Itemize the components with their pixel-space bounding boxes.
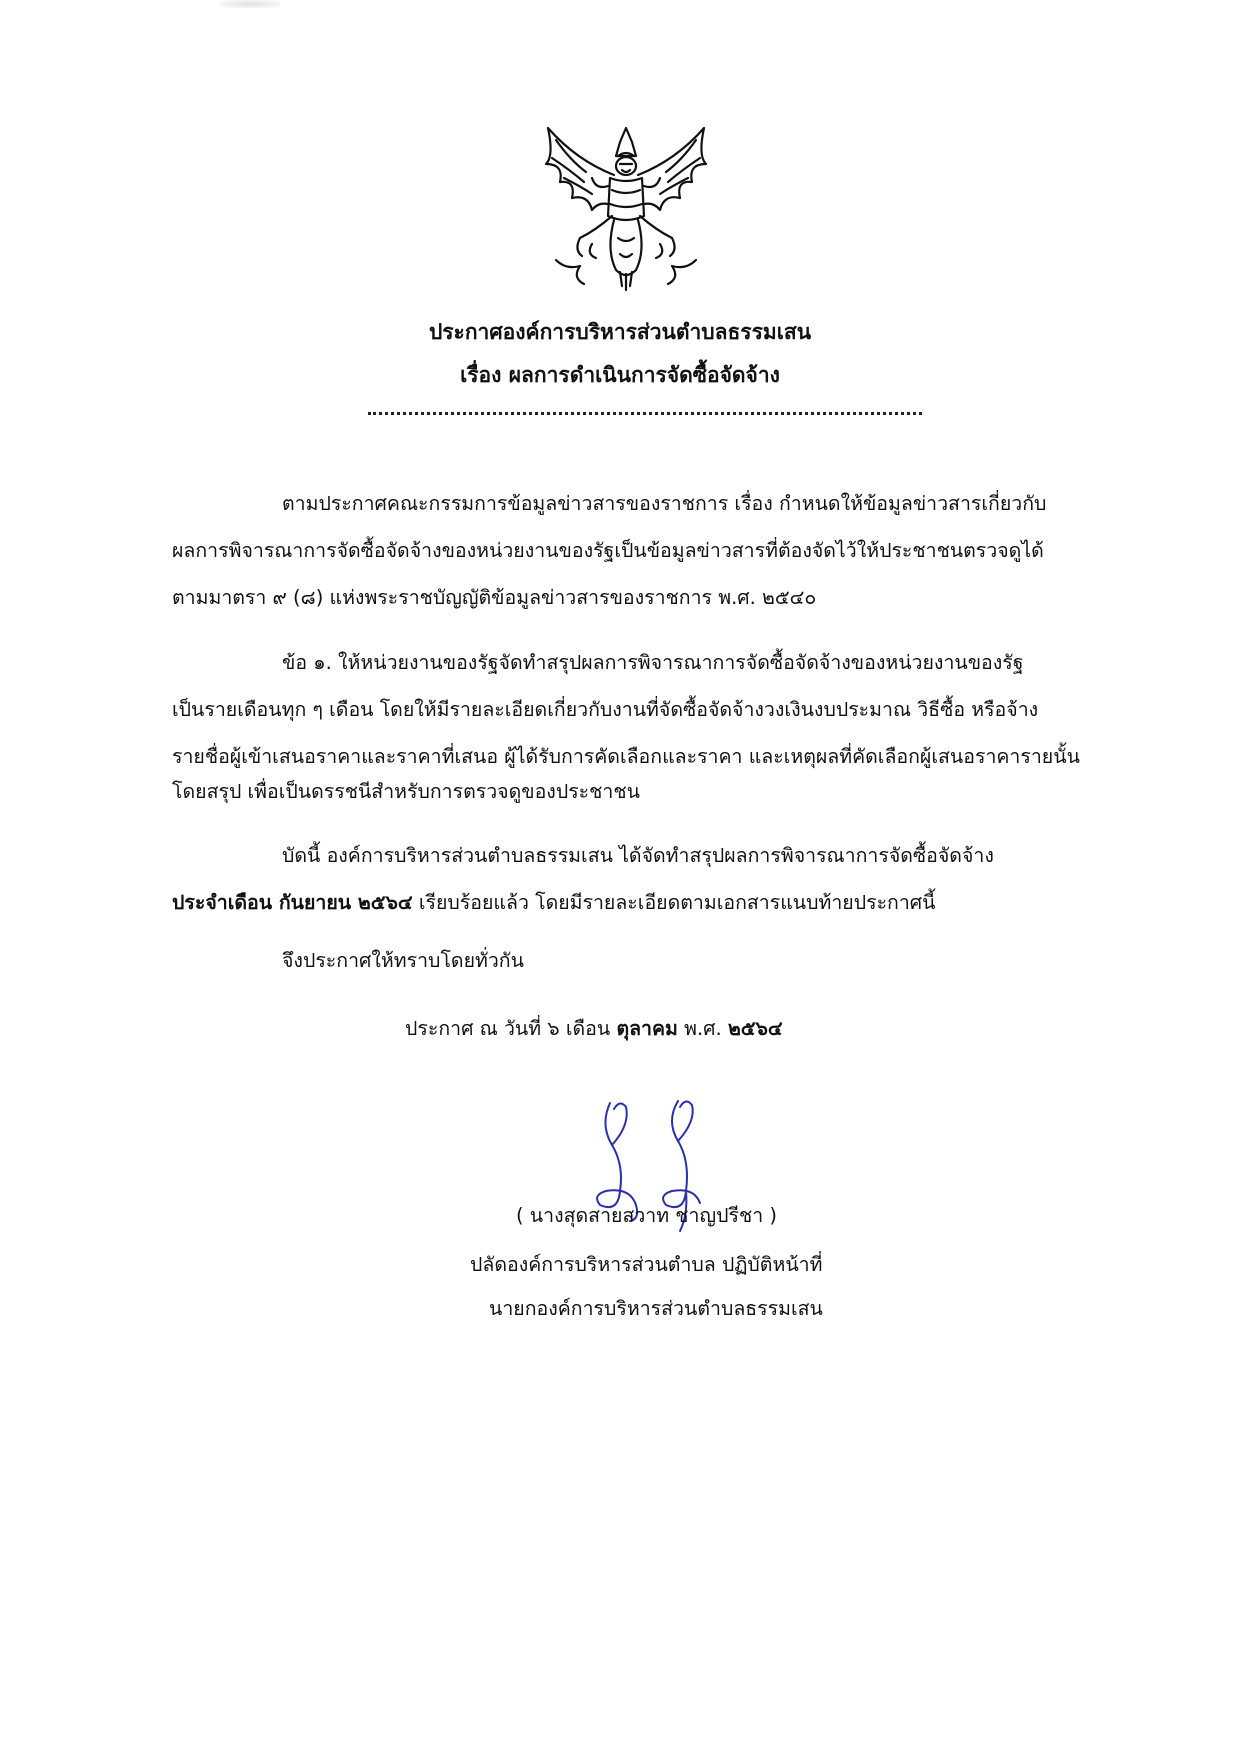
closing-statement: จึงประกาศให้ทราบโดยทั่วกัน bbox=[282, 949, 524, 972]
date-prefix: ประกาศ ณ วันที่ ๖ เดือน bbox=[405, 1017, 617, 1040]
paragraph-3-line-1: บัดนี้ องค์การบริหารส่วนตำบลธรรมเสน ได้จัดทำสรุปผลการพิจารณาการจัดซื้อจัดจ้าง bbox=[282, 844, 994, 867]
signatory-position: ปลัดองค์การบริหารส่วนตำบล ปฏิบัติหน้าที่ bbox=[470, 1253, 823, 1276]
signatory-acting-position: นายกองค์การบริหารส่วนตำบลธรรมเสน bbox=[489, 1297, 823, 1320]
paragraph-3-line-2 bbox=[172, 887, 936, 918]
paragraph-2-line-1: ข้อ ๑. ให้หน่วยงานของรัฐจัดทำสรุปผลการพิจารณาการจัดซื้อจัดจ้างของหน่วยงานของรัฐ bbox=[282, 651, 1024, 674]
paragraph-2-line-3: รายชื่อผู้เข้าเสนอราคาและราคาที่เสนอ ผู้ได้รับการคัดเลือกและราคา และเหตุผลที่คัดเลือกผู้เสนอราคารายนั้น bbox=[172, 745, 1080, 768]
paragraph-2-line-4: โดยสรุป เพื่อเป็นดรรชนีสำหรับการตรวจดูของประชาชน bbox=[172, 780, 640, 803]
dotted-divider bbox=[368, 412, 922, 415]
garuda-emblem bbox=[536, 120, 716, 295]
paragraph-1-line-2: ผลการพิจารณาการจัดซื้อจัดจ้างของหน่วยงานของรัฐเป็นข้อมูลข่าวสารที่ต้องจัดไว้ให้ประชาชนตรวจดูได้ bbox=[172, 539, 1044, 562]
scan-smudge bbox=[220, 0, 280, 8]
reporting-period: ประจำเดือน กันยายน ๒๕๖๔ bbox=[172, 891, 413, 914]
signatory-name: ( นางสุดสายสวาท ชาญปรีชา ) bbox=[516, 1204, 777, 1227]
paragraph-2-line-2: เป็นรายเดือนทุก ๆ เดือน โดยให้มีรายละเอียดเกี่ยวกับงานที่จัดซื้อจัดจ้างวงเงินงบประมาณ วิธีซื้อ หรือจ้าง bbox=[172, 698, 1039, 721]
paragraph-3-line-2-text: เรียบร้อยแล้ว โดยมีรายละเอียดตามเอกสารแนบท้ายประกาศนี้ bbox=[412, 891, 936, 914]
announcement-title: ประกาศองค์การบริหารส่วนตำบลธรรมเสน bbox=[428, 320, 812, 344]
date-month: ตุลาคม bbox=[616, 1017, 678, 1040]
announcement-subject: เรื่อง ผลการดำเนินการจัดซื้อจัดจ้าง bbox=[460, 363, 780, 387]
paragraph-1-line-3: ตามมาตรา ๙ (๘) แห่งพระราชบัญญัติข้อมูลข่าวสารของราชการ พ.ศ. ๒๕๔๐ bbox=[172, 586, 817, 609]
date-suffix: พ.ศ. bbox=[677, 1017, 728, 1040]
date-year: ๒๕๖๔ bbox=[727, 1017, 783, 1040]
paragraph-1-line-1: ตามประกาศคณะกรรมการข้อมูลข่าวสารของราชการ เรื่อง กำหนดให้ข้อมูลข่าวสารเกี่ยวกับ bbox=[282, 492, 1047, 515]
announcement-date bbox=[405, 1013, 783, 1044]
